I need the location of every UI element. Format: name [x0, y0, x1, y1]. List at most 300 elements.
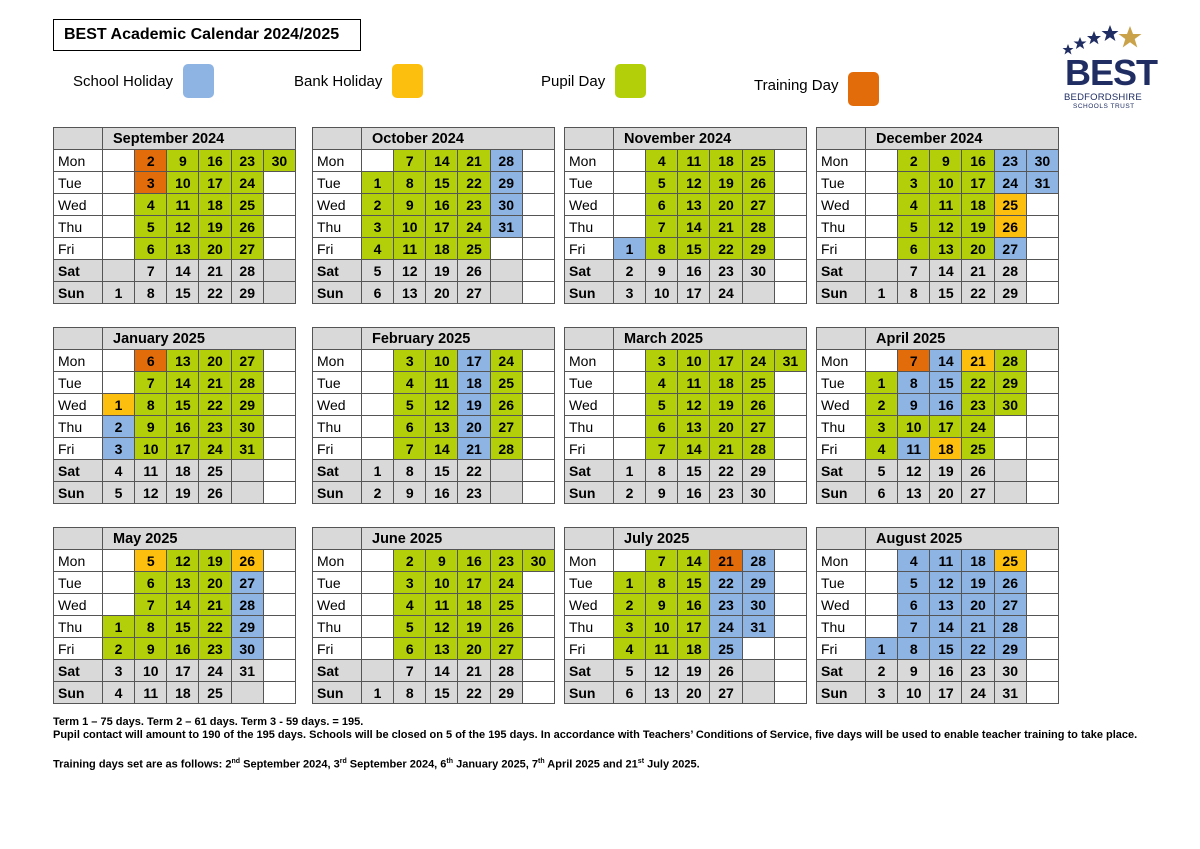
day-cell	[522, 394, 554, 416]
day-label: Fri	[54, 438, 103, 460]
day-cell	[522, 194, 554, 216]
day-cell: 15	[930, 638, 962, 660]
day-cell: 26	[962, 460, 994, 482]
day-cell: 25	[490, 372, 522, 394]
day-label: Fri	[817, 238, 866, 260]
day-cell	[522, 372, 554, 394]
day-cell: 25	[490, 594, 522, 616]
month-table	[53, 327, 296, 504]
month-table	[312, 527, 555, 704]
day-cell	[522, 260, 554, 282]
day-cell: 4	[394, 372, 426, 394]
day-cell	[362, 150, 394, 172]
month-table	[816, 527, 1059, 704]
day-cell: 28	[994, 350, 1026, 372]
day-cell: 6	[898, 238, 930, 260]
day-cell: 12	[646, 660, 678, 682]
day-cell: 27	[742, 416, 774, 438]
day-cell: 29	[231, 394, 263, 416]
day-cell: 5	[898, 572, 930, 594]
day-cell: 17	[199, 172, 231, 194]
day-cell	[614, 394, 646, 416]
day-cell: 8	[135, 616, 167, 638]
day-label: Mon	[817, 550, 866, 572]
day-label: Fri	[565, 638, 614, 660]
day-cell: 19	[458, 616, 490, 638]
day-label: Sat	[817, 460, 866, 482]
day-cell: 11	[678, 150, 710, 172]
day-label: Sun	[817, 282, 866, 304]
day-cell: 24	[994, 172, 1026, 194]
day-cell: 21	[962, 260, 994, 282]
page-title: BEST Academic Calendar 2024/2025	[53, 19, 361, 51]
day-cell	[742, 638, 774, 660]
day-cell: 22	[199, 394, 231, 416]
day-cell: 12	[898, 460, 930, 482]
day-cell: 18	[678, 638, 710, 660]
day-cell	[866, 194, 898, 216]
day-cell	[103, 572, 135, 594]
day-label: Thu	[54, 216, 103, 238]
day-label: Thu	[817, 616, 866, 638]
day-label: Mon	[54, 350, 103, 372]
day-cell	[1026, 616, 1058, 638]
day-label: Sun	[54, 282, 103, 304]
day-cell: 27	[490, 638, 522, 660]
month-name: December 2024	[866, 128, 1059, 150]
day-cell: 27	[742, 194, 774, 216]
day-label: Wed	[817, 394, 866, 416]
day-cell: 13	[930, 594, 962, 616]
day-cell	[614, 350, 646, 372]
day-cell: 22	[710, 460, 742, 482]
day-label: Wed	[565, 594, 614, 616]
month-header-blank	[565, 128, 614, 150]
month-name: March 2025	[614, 328, 807, 350]
day-cell: 23	[710, 594, 742, 616]
day-cell: 15	[167, 282, 199, 304]
day-cell: 12	[167, 550, 199, 572]
day-cell: 3	[866, 682, 898, 704]
day-cell: 28	[490, 660, 522, 682]
day-cell: 26	[490, 616, 522, 638]
day-cell: 26	[490, 394, 522, 416]
day-cell: 14	[678, 550, 710, 572]
day-cell	[522, 416, 554, 438]
day-cell: 8	[646, 460, 678, 482]
day-cell	[866, 150, 898, 172]
day-cell: 15	[426, 172, 458, 194]
month-table	[312, 127, 555, 304]
day-cell	[263, 194, 295, 216]
day-cell: 20	[458, 416, 490, 438]
day-cell: 6	[394, 638, 426, 660]
day-cell: 13	[678, 194, 710, 216]
day-label: Wed	[54, 194, 103, 216]
day-cell	[1026, 394, 1058, 416]
day-cell	[774, 550, 806, 572]
day-cell	[866, 172, 898, 194]
day-cell: 9	[646, 482, 678, 504]
day-cell: 31	[774, 350, 806, 372]
month-table	[53, 527, 296, 704]
day-cell: 25	[742, 372, 774, 394]
day-cell: 9	[646, 260, 678, 282]
day-cell: 23	[994, 150, 1026, 172]
day-cell: 25	[742, 150, 774, 172]
day-cell: 13	[678, 416, 710, 438]
day-cell: 19	[710, 394, 742, 416]
day-cell: 10	[167, 172, 199, 194]
day-cell: 17	[710, 350, 742, 372]
day-cell: 10	[646, 282, 678, 304]
day-cell: 1	[614, 572, 646, 594]
day-cell	[774, 194, 806, 216]
day-label: Tue	[565, 172, 614, 194]
day-cell: 4	[898, 550, 930, 572]
day-cell: 8	[394, 682, 426, 704]
day-cell	[362, 638, 394, 660]
day-cell	[103, 150, 135, 172]
day-cell: 13	[167, 350, 199, 372]
day-label: Fri	[313, 438, 362, 460]
day-cell: 29	[231, 282, 263, 304]
day-label: Sun	[54, 482, 103, 504]
day-label: Sun	[313, 682, 362, 704]
day-label: Wed	[54, 394, 103, 416]
legend-training-day	[754, 64, 879, 106]
day-cell	[866, 350, 898, 372]
month-header-blank	[313, 528, 362, 550]
day-cell	[742, 282, 774, 304]
month-header-blank	[54, 128, 103, 150]
day-cell	[774, 172, 806, 194]
day-cell: 26	[458, 260, 490, 282]
day-label: Tue	[817, 372, 866, 394]
day-cell: 18	[458, 594, 490, 616]
day-cell: 11	[426, 372, 458, 394]
day-cell: 20	[199, 238, 231, 260]
day-cell	[263, 438, 295, 460]
day-label: Fri	[817, 638, 866, 660]
day-cell: 16	[678, 594, 710, 616]
day-cell: 10	[898, 416, 930, 438]
day-cell: 24	[199, 438, 231, 460]
day-cell: 3	[646, 350, 678, 372]
day-cell: 26	[710, 660, 742, 682]
day-cell: 4	[103, 682, 135, 704]
day-cell: 26	[231, 550, 263, 572]
day-cell: 27	[231, 572, 263, 594]
day-cell: 1	[866, 282, 898, 304]
month-header-blank	[313, 128, 362, 150]
day-cell: 18	[930, 438, 962, 460]
day-label: Thu	[565, 216, 614, 238]
day-cell: 30	[1026, 150, 1058, 172]
day-cell: 18	[962, 194, 994, 216]
day-cell: 21	[710, 550, 742, 572]
day-cell: 25	[199, 682, 231, 704]
month-name: July 2025	[614, 528, 807, 550]
day-cell: 5	[103, 482, 135, 504]
day-cell: 1	[866, 372, 898, 394]
day-cell: 30	[231, 638, 263, 660]
day-cell: 26	[742, 172, 774, 194]
day-cell: 20	[962, 594, 994, 616]
day-cell: 7	[394, 438, 426, 460]
day-cell: 6	[646, 194, 678, 216]
day-cell	[742, 660, 774, 682]
day-cell: 5	[646, 394, 678, 416]
day-cell: 14	[678, 216, 710, 238]
day-cell: 29	[490, 682, 522, 704]
day-cell: 30	[994, 394, 1026, 416]
day-cell	[103, 216, 135, 238]
day-cell: 8	[394, 460, 426, 482]
day-cell: 9	[394, 482, 426, 504]
day-cell	[774, 572, 806, 594]
month-header-blank	[565, 528, 614, 550]
day-cell: 13	[898, 482, 930, 504]
day-label: Sun	[565, 682, 614, 704]
day-cell: 28	[742, 216, 774, 238]
day-label: Thu	[54, 416, 103, 438]
day-cell	[1026, 438, 1058, 460]
day-cell: 3	[362, 216, 394, 238]
day-label: Wed	[817, 194, 866, 216]
day-cell: 8	[135, 282, 167, 304]
day-cell	[522, 638, 554, 660]
day-cell: 25	[962, 438, 994, 460]
day-label: Thu	[313, 616, 362, 638]
day-cell: 12	[678, 172, 710, 194]
month-header-blank	[313, 328, 362, 350]
day-cell: 28	[490, 438, 522, 460]
day-cell	[362, 416, 394, 438]
day-cell: 18	[458, 372, 490, 394]
day-cell: 16	[930, 660, 962, 682]
day-cell: 29	[490, 172, 522, 194]
day-label: Tue	[313, 372, 362, 394]
day-cell	[866, 594, 898, 616]
month-name: October 2024	[362, 128, 555, 150]
day-cell: 5	[646, 172, 678, 194]
day-cell: 28	[490, 150, 522, 172]
day-cell: 23	[962, 394, 994, 416]
day-cell: 12	[930, 572, 962, 594]
day-cell	[614, 372, 646, 394]
day-cell: 14	[930, 350, 962, 372]
day-cell	[774, 416, 806, 438]
day-cell: 17	[678, 282, 710, 304]
month-table	[816, 127, 1059, 304]
day-cell: 23	[458, 194, 490, 216]
day-cell	[263, 260, 295, 282]
day-cell: 25	[458, 238, 490, 260]
day-cell: 11	[135, 682, 167, 704]
day-label: Tue	[313, 172, 362, 194]
day-cell: 24	[199, 660, 231, 682]
day-cell	[1026, 550, 1058, 572]
day-cell: 24	[710, 282, 742, 304]
month-name: January 2025	[103, 328, 296, 350]
day-cell: 17	[167, 660, 199, 682]
day-cell	[614, 550, 646, 572]
day-label: Thu	[313, 416, 362, 438]
day-cell	[1026, 660, 1058, 682]
day-label: Tue	[817, 572, 866, 594]
training-day-swatch	[848, 72, 879, 106]
day-cell	[490, 282, 522, 304]
day-cell: 16	[167, 416, 199, 438]
day-cell	[231, 682, 263, 704]
day-cell	[103, 260, 135, 282]
day-cell	[103, 238, 135, 260]
day-cell: 23	[490, 550, 522, 572]
day-cell: 7	[394, 150, 426, 172]
day-cell	[362, 550, 394, 572]
day-cell: 11	[426, 594, 458, 616]
day-label: Wed	[313, 594, 362, 616]
day-cell	[522, 282, 554, 304]
day-cell: 12	[394, 260, 426, 282]
day-cell: 22	[962, 638, 994, 660]
day-cell: 14	[167, 260, 199, 282]
day-cell: 11	[167, 194, 199, 216]
month-table	[564, 527, 807, 704]
terms-note: Term 1 – 75 days. Term 2 – 61 days. Term 3 - 59 days. = 195.	[53, 716, 364, 728]
day-cell	[103, 350, 135, 372]
day-cell: 27	[231, 350, 263, 372]
day-cell: 20	[710, 194, 742, 216]
day-cell: 11	[394, 238, 426, 260]
day-cell: 11	[646, 638, 678, 660]
day-cell: 17	[167, 438, 199, 460]
day-cell: 20	[962, 238, 994, 260]
day-cell: 7	[135, 260, 167, 282]
day-cell	[614, 438, 646, 460]
day-cell: 2	[362, 194, 394, 216]
day-cell: 16	[458, 550, 490, 572]
day-cell: 19	[710, 172, 742, 194]
day-cell	[1026, 572, 1058, 594]
logo-subtitle-small: SCHOOLS TRUST	[1073, 103, 1135, 110]
day-cell: 27	[994, 238, 1026, 260]
day-cell: 14	[167, 594, 199, 616]
day-cell: 30	[742, 594, 774, 616]
month-header-blank	[817, 328, 866, 350]
day-cell: 2	[103, 416, 135, 438]
day-cell: 27	[458, 282, 490, 304]
day-cell: 15	[930, 372, 962, 394]
day-label: Tue	[565, 572, 614, 594]
day-cell: 5	[866, 460, 898, 482]
day-cell: 1	[103, 282, 135, 304]
day-cell: 1	[103, 394, 135, 416]
day-cell: 15	[930, 282, 962, 304]
day-cell: 14	[426, 438, 458, 460]
day-cell	[994, 438, 1026, 460]
day-label: Mon	[565, 350, 614, 372]
day-cell	[103, 172, 135, 194]
day-cell: 17	[962, 172, 994, 194]
day-label: Fri	[565, 238, 614, 260]
day-cell: 22	[458, 460, 490, 482]
day-cell: 15	[167, 616, 199, 638]
day-cell	[263, 550, 295, 572]
day-cell: 29	[742, 238, 774, 260]
day-cell	[774, 216, 806, 238]
day-cell: 26	[994, 216, 1026, 238]
day-cell: 30	[263, 150, 295, 172]
day-cell	[774, 616, 806, 638]
day-cell: 17	[930, 682, 962, 704]
day-cell	[362, 572, 394, 594]
day-cell: 10	[426, 572, 458, 594]
day-label: Sun	[313, 482, 362, 504]
day-cell: 13	[930, 238, 962, 260]
day-cell: 16	[678, 482, 710, 504]
day-cell	[1026, 682, 1058, 704]
day-cell: 26	[231, 216, 263, 238]
day-cell: 23	[199, 638, 231, 660]
day-cell: 15	[167, 394, 199, 416]
day-cell	[263, 682, 295, 704]
day-cell: 1	[866, 638, 898, 660]
day-cell: 17	[930, 416, 962, 438]
day-cell: 3	[614, 282, 646, 304]
day-label: Thu	[817, 416, 866, 438]
day-cell: 10	[898, 682, 930, 704]
day-cell: 4	[135, 194, 167, 216]
day-cell: 7	[394, 660, 426, 682]
bank-holiday-swatch	[392, 64, 423, 98]
day-cell: 25	[994, 194, 1026, 216]
legend-pupil-day	[541, 64, 646, 98]
day-cell	[263, 616, 295, 638]
day-cell: 30	[742, 260, 774, 282]
day-cell: 28	[742, 438, 774, 460]
day-cell: 19	[962, 216, 994, 238]
day-cell: 9	[135, 416, 167, 438]
day-cell: 17	[458, 350, 490, 372]
day-cell: 24	[742, 350, 774, 372]
day-cell: 14	[167, 372, 199, 394]
day-label: Sun	[565, 282, 614, 304]
day-label: Sun	[817, 482, 866, 504]
day-label: Wed	[565, 394, 614, 416]
day-cell	[263, 238, 295, 260]
day-label: Thu	[565, 416, 614, 438]
day-cell	[774, 372, 806, 394]
day-cell: 27	[490, 416, 522, 438]
day-cell: 11	[930, 550, 962, 572]
day-cell: 21	[458, 660, 490, 682]
day-cell: 16	[930, 394, 962, 416]
month-header-blank	[817, 528, 866, 550]
day-cell	[614, 194, 646, 216]
legend-bank-holiday	[294, 64, 423, 98]
notes	[53, 716, 1153, 772]
day-cell: 10	[426, 350, 458, 372]
day-cell: 15	[678, 238, 710, 260]
day-cell	[103, 594, 135, 616]
day-cell	[522, 594, 554, 616]
day-cell	[774, 282, 806, 304]
day-cell: 21	[710, 216, 742, 238]
day-cell: 21	[199, 260, 231, 282]
day-cell: 11	[135, 460, 167, 482]
